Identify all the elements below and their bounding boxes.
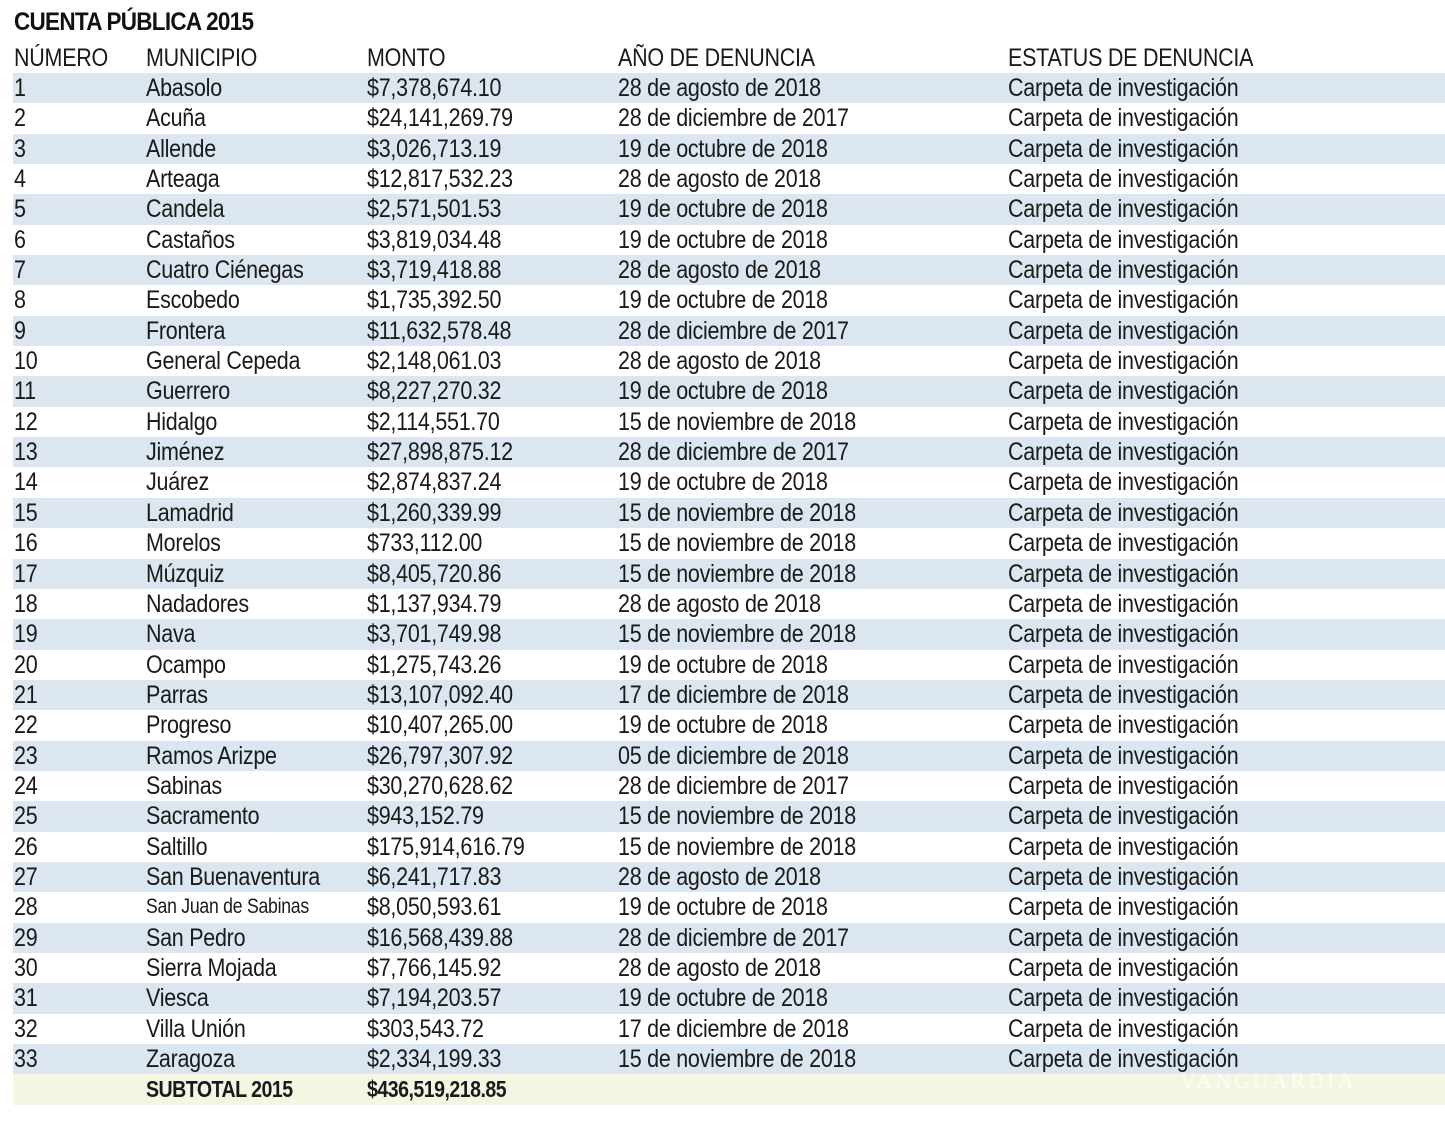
cell-monto: $16,568,439.88: [367, 923, 513, 952]
cell-monto: $8,405,720.86: [367, 559, 502, 588]
cell-fecha-denuncia: 19 de octubre de 2018: [618, 711, 828, 740]
cell-monto: $11,632,578.48: [367, 316, 512, 345]
cell-monto: $8,050,593.61: [367, 893, 502, 922]
cell-monto: $6,241,717.83: [367, 862, 502, 891]
cell-fecha-denuncia: 15 de noviembre de 2018: [618, 559, 856, 588]
cell-municipio: Hidalgo: [146, 407, 218, 436]
cell-municipio: Acuña: [146, 104, 206, 133]
cell-monto: $3,719,418.88: [367, 256, 502, 285]
cell-monto: $27,898,875.12: [367, 438, 513, 467]
watermark: VANGUARDIA: [1180, 1068, 1357, 1093]
cell-estatus: Carpeta de investigación: [1008, 256, 1239, 285]
cell-estatus: Carpeta de investigación: [1008, 862, 1239, 891]
cell-fecha-denuncia: 15 de noviembre de 2018: [618, 1045, 856, 1073]
cell-municipio: Sabinas: [146, 771, 222, 800]
cell-numero: 11: [14, 377, 36, 406]
cell-numero: 19: [14, 620, 38, 649]
cell-monto: $24,141,269.79: [367, 104, 513, 133]
cell-fecha-denuncia: 05 de diciembre de 2018: [618, 741, 849, 770]
cell-monto: $7,194,203.57: [367, 984, 502, 1013]
cell-monto: $175,914,616.79: [367, 832, 525, 861]
cell-municipio: San Juan de Sabinas: [146, 895, 309, 919]
cell-numero: 18: [14, 589, 38, 618]
cell-municipio: Guerrero: [146, 377, 230, 406]
cell-estatus: Carpeta de investigación: [1008, 377, 1239, 406]
cell-estatus: Carpeta de investigación: [1008, 953, 1239, 982]
cell-estatus: Carpeta de investigación: [1008, 741, 1239, 770]
cell-estatus: Carpeta de investigación: [1008, 286, 1239, 315]
cell-fecha-denuncia: 15 de noviembre de 2018: [618, 498, 856, 527]
cell-fecha-denuncia: 28 de agosto de 2018: [618, 256, 821, 285]
cell-numero: 21: [14, 680, 38, 709]
cell-monto: $303,543.72: [367, 1014, 484, 1043]
table-row: [13, 619, 1445, 649]
table-row: [13, 741, 1445, 771]
cell-municipio: San Buenaventura: [146, 862, 320, 891]
cell-numero: 8: [14, 286, 26, 315]
cell-monto: $13,107,092.40: [367, 680, 513, 709]
cell-estatus: Carpeta de investigación: [1008, 771, 1239, 800]
cell-numero: 9: [14, 316, 26, 345]
cell-numero: 3: [14, 134, 26, 163]
table-row: [13, 983, 1445, 1013]
cell-estatus: Carpeta de investigación: [1008, 802, 1239, 831]
cell-numero: 14: [14, 468, 38, 497]
cell-estatus: Carpeta de investigación: [1008, 650, 1239, 679]
cell-estatus: Carpeta de investigación: [1008, 165, 1239, 194]
table-row: [13, 801, 1445, 831]
cell-estatus: Carpeta de investigación: [1008, 195, 1239, 224]
table-row: [13, 194, 1445, 224]
table-row: [13, 892, 1445, 922]
cell-monto: $1,275,743.26: [367, 650, 502, 679]
cell-municipio: Jiménez: [146, 438, 225, 467]
cell-numero: 6: [14, 225, 26, 254]
cell-fecha-denuncia: 28 de agosto de 2018: [618, 165, 821, 194]
cell-estatus: Carpeta de investigación: [1008, 1045, 1239, 1073]
cell-fecha-denuncia: 28 de agosto de 2018: [618, 74, 821, 102]
table-row: [13, 164, 1445, 194]
cell-monto: $1,735,392.50: [367, 286, 502, 315]
table-row: [13, 528, 1445, 558]
table-row: [13, 862, 1445, 892]
cell-fecha-denuncia: 19 de octubre de 2018: [618, 377, 828, 406]
table-row: [13, 316, 1445, 346]
cell-fecha-denuncia: 28 de diciembre de 2017: [618, 771, 849, 800]
cell-municipio: Sacramento: [146, 802, 260, 831]
cell-monto: $30,270,628.62: [367, 771, 513, 800]
cell-estatus: Carpeta de investigación: [1008, 438, 1239, 467]
cell-fecha-denuncia: 19 de octubre de 2018: [618, 195, 828, 224]
table-row: [13, 498, 1445, 528]
cell-municipio: Nava: [146, 620, 196, 649]
cell-municipio: Múzquiz: [146, 559, 225, 588]
cell-numero: 22: [14, 711, 38, 740]
cell-estatus: Carpeta de investigación: [1008, 316, 1239, 345]
cell-numero: 12: [14, 407, 38, 436]
cell-monto: $2,334,199.33: [367, 1045, 502, 1073]
cell-estatus: Carpeta de investigación: [1008, 559, 1239, 588]
cell-fecha-denuncia: 28 de agosto de 2018: [618, 862, 821, 891]
cell-monto: $2,571,501.53: [367, 195, 502, 224]
cell-fecha-denuncia: 17 de diciembre de 2018: [618, 1014, 849, 1043]
cell-numero: 13: [14, 438, 38, 467]
table-row: [13, 923, 1445, 953]
cell-fecha-denuncia: 15 de noviembre de 2018: [618, 620, 856, 649]
table-row: [13, 680, 1445, 710]
cell-numero: 20: [14, 650, 38, 679]
cell-municipio: Allende: [146, 134, 216, 163]
table-row: [13, 73, 1445, 103]
cell-numero: 1: [14, 74, 26, 102]
cell-estatus: Carpeta de investigación: [1008, 984, 1239, 1013]
cell-numero: 25: [14, 802, 38, 831]
cell-fecha-denuncia: 28 de diciembre de 2017: [618, 923, 849, 952]
table-row: [13, 467, 1445, 497]
cell-municipio: Juárez: [146, 468, 209, 497]
cell-fecha-denuncia: 15 de noviembre de 2018: [618, 802, 856, 831]
table-title: CUENTA PÚBLICA 2015: [14, 8, 254, 36]
cell-numero: 4: [14, 165, 26, 194]
cell-numero: 30: [14, 953, 38, 982]
cell-municipio: Saltillo: [146, 832, 208, 861]
cell-monto: $7,766,145.92: [367, 953, 502, 982]
cell-monto: $12,817,532.23: [367, 165, 513, 194]
cell-estatus: Carpeta de investigación: [1008, 923, 1239, 952]
cell-municipio: Escobedo: [146, 286, 240, 315]
table-row: [13, 710, 1445, 740]
table-row: [13, 437, 1445, 467]
cell-numero: 29: [14, 923, 38, 952]
cell-fecha-denuncia: 19 de octubre de 2018: [618, 468, 828, 497]
cell-fecha-denuncia: 19 de octubre de 2018: [618, 225, 828, 254]
cell-numero: 10: [14, 347, 38, 376]
cell-municipio: Castaños: [146, 225, 235, 254]
cell-monto: $3,026,713.19: [367, 134, 502, 163]
cell-fecha-denuncia: 19 de octubre de 2018: [618, 984, 828, 1013]
column-header-estatus: ESTATUS DE DENUNCIA: [1008, 44, 1254, 72]
cell-estatus: Carpeta de investigación: [1008, 225, 1239, 254]
cell-fecha-denuncia: 28 de diciembre de 2017: [618, 104, 849, 133]
column-header-monto: MONTO: [367, 44, 446, 72]
cell-municipio: Frontera: [146, 316, 226, 345]
cell-municipio: Lamadrid: [146, 498, 234, 527]
cell-estatus: Carpeta de investigación: [1008, 711, 1239, 740]
cell-estatus: Carpeta de investigación: [1008, 832, 1239, 861]
column-header-ano-denuncia: AÑO DE DENUNCIA: [618, 44, 815, 72]
cell-municipio: Arteaga: [146, 165, 220, 194]
cell-numero: 17: [14, 559, 38, 588]
cell-monto: $10,407,265.00: [367, 711, 513, 740]
cell-fecha-denuncia: 19 de octubre de 2018: [618, 134, 828, 163]
cell-numero: 32: [14, 1014, 38, 1043]
cell-fecha-denuncia: 15 de noviembre de 2018: [618, 407, 856, 436]
subtotal-label: SUBTOTAL 2015: [146, 1076, 293, 1103]
cell-municipio: Parras: [146, 680, 208, 709]
cell-estatus: Carpeta de investigación: [1008, 104, 1239, 133]
table-row: [13, 589, 1445, 619]
cell-numero: 24: [14, 771, 38, 800]
table-row: [13, 225, 1445, 255]
cell-estatus: Carpeta de investigación: [1008, 498, 1239, 527]
cell-municipio: Ramos Arizpe: [146, 741, 277, 770]
cell-fecha-denuncia: 28 de agosto de 2018: [618, 347, 821, 376]
cell-monto: $8,227,270.32: [367, 377, 502, 406]
cell-monto: $3,701,749.98: [367, 620, 502, 649]
table-row: [13, 1014, 1445, 1044]
table-header-row: [13, 40, 1445, 73]
table-row: [13, 559, 1445, 589]
table-row: [13, 255, 1445, 285]
cell-municipio: Abasolo: [146, 74, 222, 102]
table-row: [13, 285, 1445, 315]
cell-numero: 28: [14, 893, 38, 922]
cell-estatus: Carpeta de investigación: [1008, 347, 1239, 376]
table-row: [13, 771, 1445, 801]
cell-estatus: Carpeta de investigación: [1008, 620, 1239, 649]
cell-monto: $7,378,674.10: [367, 74, 502, 102]
cell-estatus: Carpeta de investigación: [1008, 680, 1239, 709]
cell-fecha-denuncia: 19 de octubre de 2018: [618, 286, 828, 315]
cell-estatus: Carpeta de investigación: [1008, 74, 1239, 102]
cell-estatus: Carpeta de investigación: [1008, 893, 1239, 922]
table-row: [13, 953, 1445, 983]
cell-monto: $26,797,307.92: [367, 741, 513, 770]
subtotal-amount: $436,519,218.85: [367, 1076, 507, 1103]
cell-municipio: Morelos: [146, 529, 221, 558]
cell-monto: $1,137,934.79: [367, 589, 502, 618]
cell-monto: $3,819,034.48: [367, 225, 502, 254]
cell-monto: $733,112.00: [367, 529, 483, 558]
cell-numero: 5: [14, 195, 26, 224]
table-row: [13, 346, 1445, 376]
cell-numero: 2: [14, 104, 26, 133]
cell-monto: $1,260,339.99: [367, 498, 502, 527]
cell-numero: 33: [14, 1045, 38, 1073]
cell-monto: $2,148,061.03: [367, 347, 502, 376]
table-row: [13, 650, 1445, 680]
cell-fecha-denuncia: 28 de diciembre de 2017: [618, 438, 849, 467]
cell-fecha-denuncia: 19 de octubre de 2018: [618, 650, 828, 679]
cell-numero: 15: [14, 498, 38, 527]
cell-municipio: San Pedro: [146, 923, 246, 952]
cell-estatus: Carpeta de investigación: [1008, 1014, 1239, 1043]
cell-numero: 7: [14, 256, 26, 285]
cell-estatus: Carpeta de investigación: [1008, 529, 1239, 558]
cell-municipio: Ocampo: [146, 650, 226, 679]
cell-numero: 23: [14, 741, 38, 770]
cell-numero: 26: [14, 832, 38, 861]
cell-estatus: Carpeta de investigación: [1008, 407, 1239, 436]
column-header-municipio: MUNICIPIO: [146, 44, 258, 72]
cell-municipio: Nadadores: [146, 589, 249, 618]
cell-estatus: Carpeta de investigación: [1008, 468, 1239, 497]
cell-fecha-denuncia: 28 de agosto de 2018: [618, 589, 821, 618]
cell-municipio: Progreso: [146, 711, 232, 740]
cell-estatus: Carpeta de investigación: [1008, 589, 1239, 618]
cell-monto: $2,874,837.24: [367, 468, 502, 497]
table-row: [13, 134, 1445, 164]
cell-estatus: Carpeta de investigación: [1008, 134, 1239, 163]
cell-municipio: General Cepeda: [146, 347, 301, 376]
table-row: [13, 407, 1445, 437]
denuncias-table: [13, 40, 1445, 1105]
cell-municipio: Sierra Mojada: [146, 953, 277, 982]
cell-monto: $943,152.79: [367, 802, 484, 831]
cell-municipio: Viesca: [146, 984, 209, 1013]
table-row: [13, 376, 1445, 406]
cell-numero: 27: [14, 862, 38, 891]
table-row: [13, 103, 1445, 133]
cell-fecha-denuncia: 19 de octubre de 2018: [618, 893, 828, 922]
column-header-numero: NÚMERO: [14, 44, 109, 72]
cell-municipio: Candela: [146, 195, 225, 224]
cell-fecha-denuncia: 28 de diciembre de 2017: [618, 316, 849, 345]
cell-municipio: Cuatro Ciénegas: [146, 256, 304, 285]
cell-monto: $2,114,551.70: [367, 407, 500, 436]
cell-numero: 16: [14, 529, 38, 558]
cell-fecha-denuncia: 15 de noviembre de 2018: [618, 529, 856, 558]
cell-fecha-denuncia: 28 de agosto de 2018: [618, 953, 821, 982]
cell-municipio: Villa Unión: [146, 1014, 246, 1043]
cell-municipio: Zaragoza: [146, 1045, 235, 1073]
cell-numero: 31: [14, 984, 38, 1013]
cell-fecha-denuncia: 17 de diciembre de 2018: [618, 680, 849, 709]
cell-fecha-denuncia: 15 de noviembre de 2018: [618, 832, 856, 861]
table-row: [13, 832, 1445, 862]
